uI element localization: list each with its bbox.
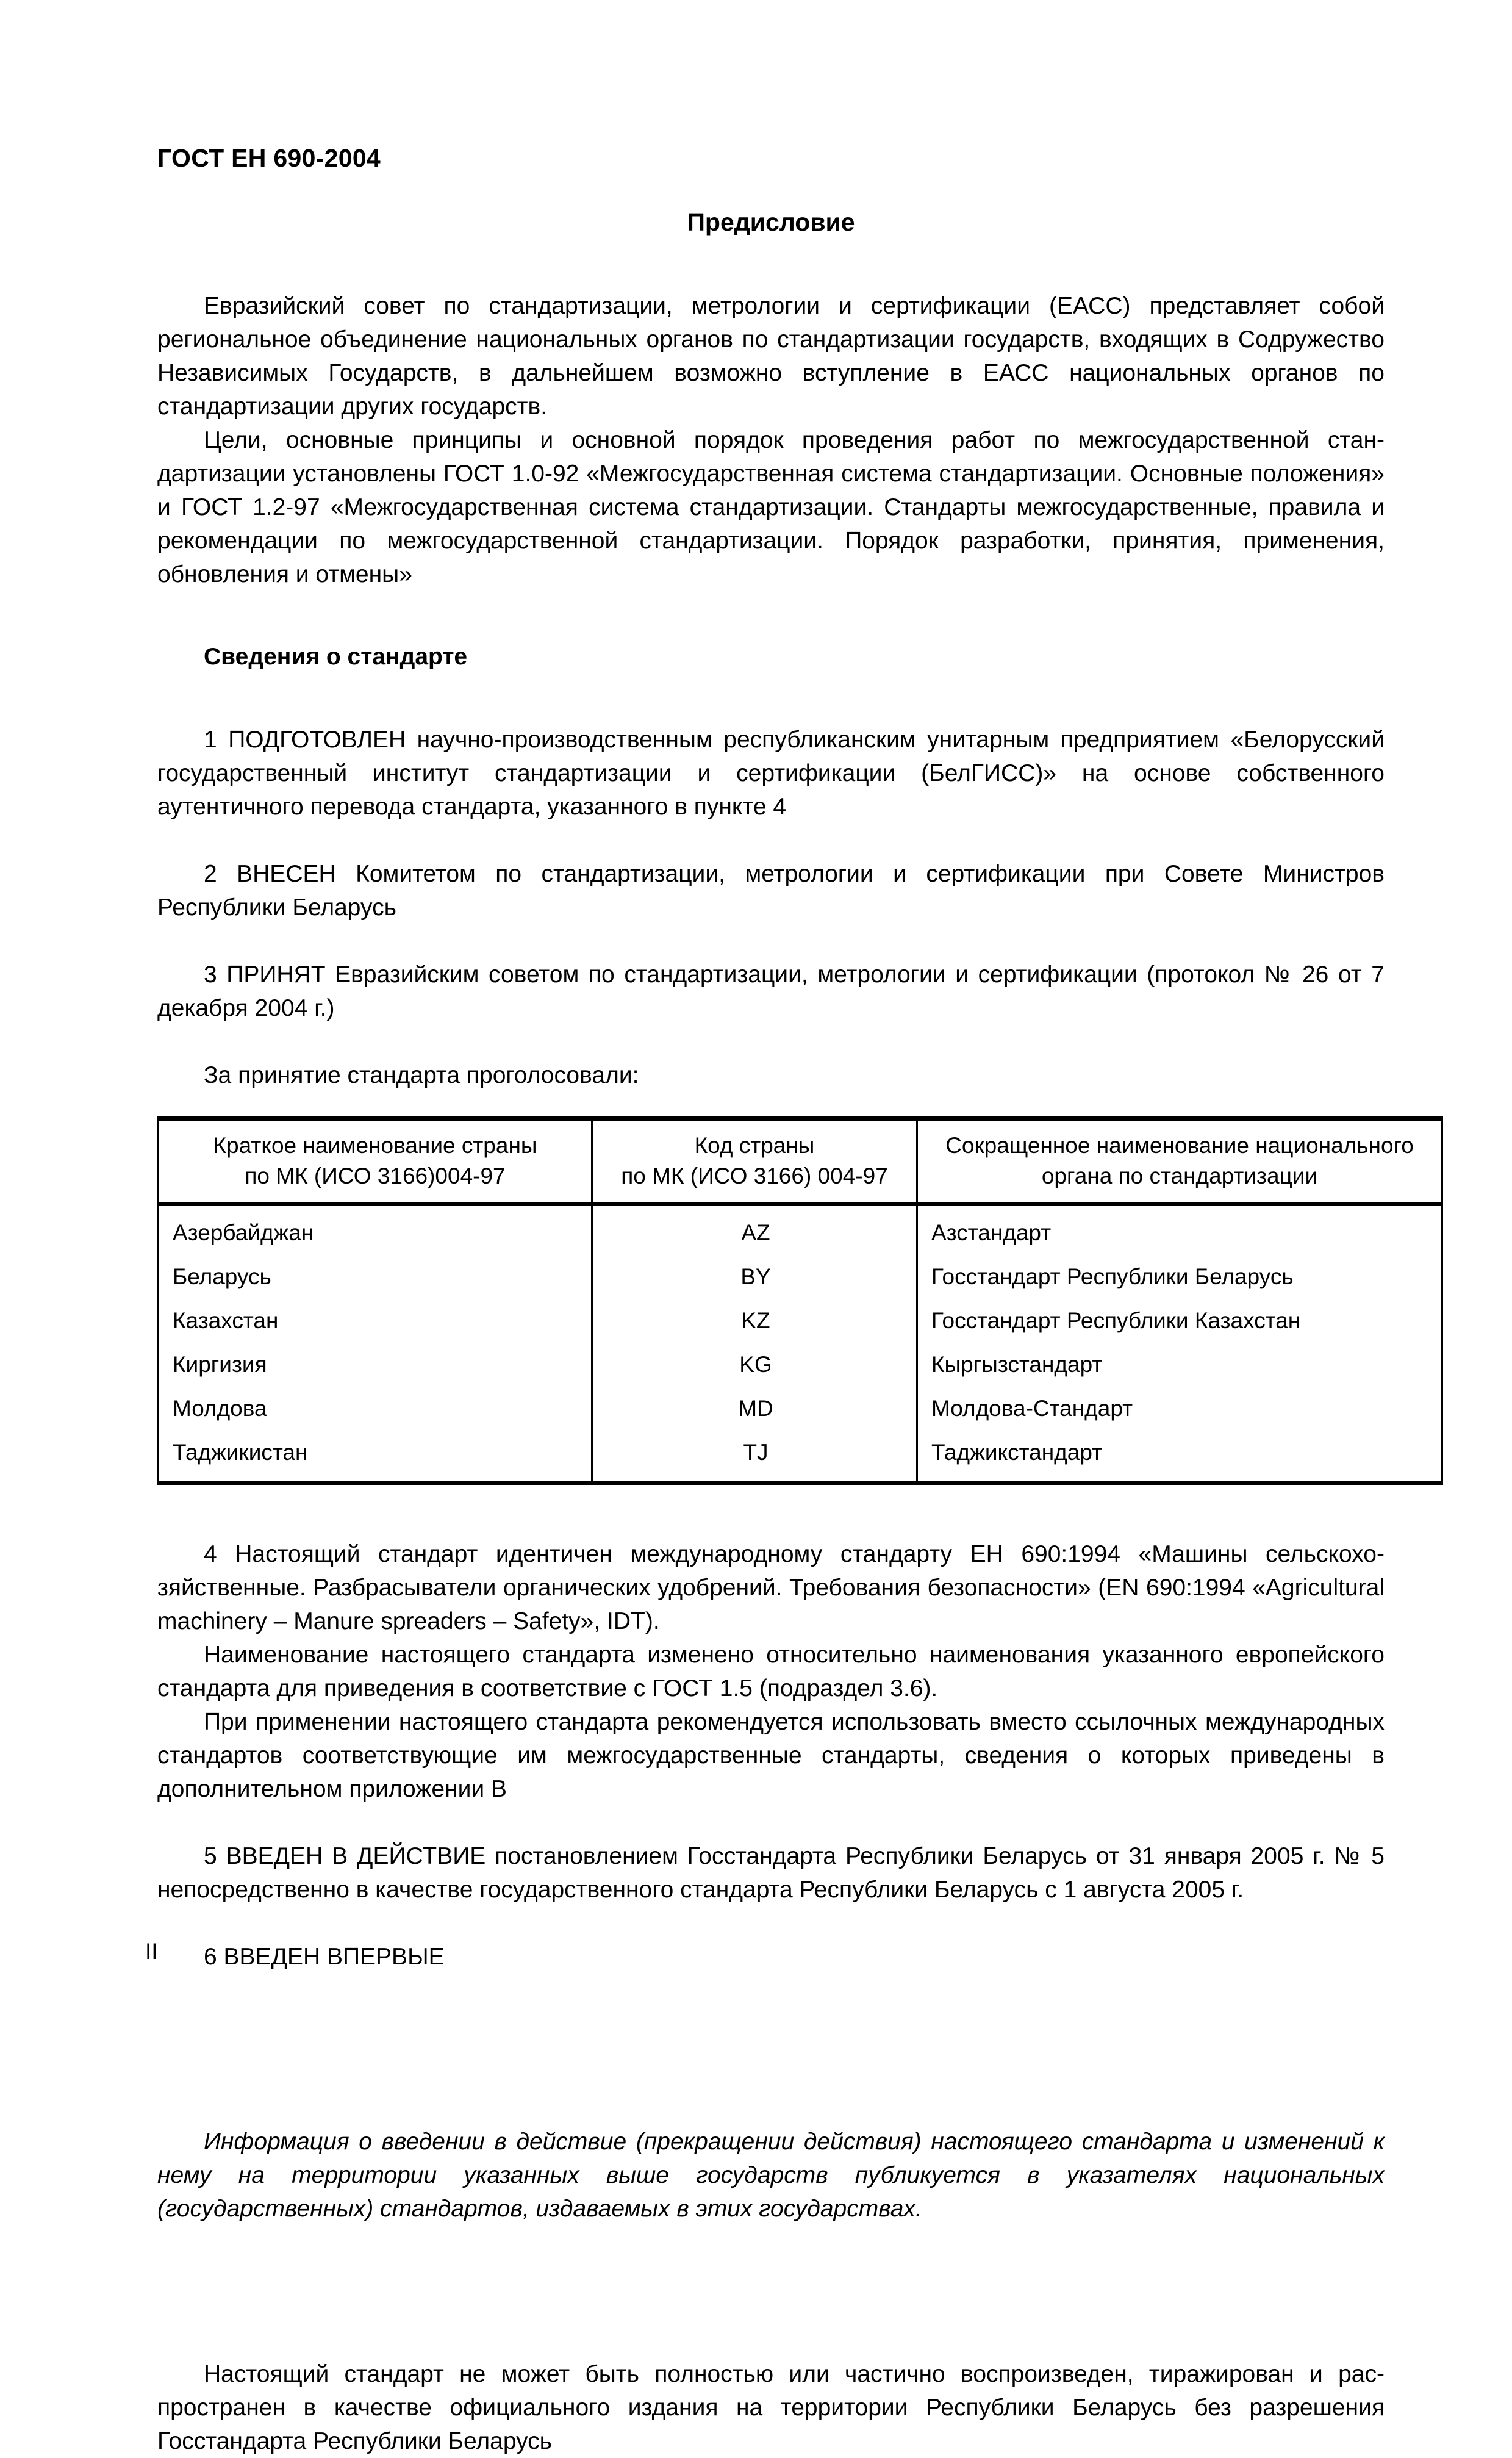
document-standard-number: ГОСТ ЕН 690-2004 [157, 144, 381, 172]
standard-info-item-6: 6 ВВЕДЕН ВПЕРВЫЕ [204, 1944, 445, 1970]
column-header-line-1: Сокращенное наименование национального [945, 1133, 1414, 1158]
table-row [159, 1431, 1442, 1483]
column-header-country-code [592, 1119, 917, 1205]
spacer [157, 591, 1385, 644]
column-header-line-2: по МК (ИСО 3166)004-97 [245, 1163, 506, 1188]
standard-info-heading: Сведения о стандарте [204, 644, 468, 670]
cell-country-code: KZ [592, 1299, 917, 1343]
cell-country-name: Таджикистан [159, 1431, 592, 1483]
column-header-line-1: Краткое наименование страны [213, 1133, 537, 1158]
spacer [157, 2305, 1385, 2357]
cell-country-name: Киргизия [159, 1343, 592, 1387]
cell-national-body: Госстандарт Республики Казахстан [917, 1299, 1442, 1343]
spacer [157, 2053, 1385, 2125]
table-header-row [159, 1119, 1442, 1205]
spacer [157, 237, 1385, 289]
cell-country-name: Азербайджан [159, 1204, 592, 1255]
standard-info-item-3: 3 ПРИНЯТ Евразийским советом по стандартизации, метрологии и сертификации (протокол № 26 от 7 декабря 2004 г.) [157, 961, 1385, 1021]
cell-country-code: AZ [592, 1204, 917, 1255]
foreword-title: Предисловие [687, 208, 855, 236]
page-content [157, 0, 1414, 2458]
column-header-line-2: органа по стандартизации [1041, 1163, 1318, 1188]
table-row [159, 1387, 1442, 1431]
cell-national-body: Госстандарт Республики Беларусь [917, 1255, 1442, 1299]
cell-country-name: Беларусь [159, 1255, 592, 1299]
vote-table-head [159, 1119, 1442, 1205]
column-header-national-body [917, 1119, 1442, 1205]
vote-table-body [159, 1204, 1442, 1483]
spacer [157, 670, 1385, 723]
copyright-notice: Настоящий стандарт не может быть полностью или частично воспроизведен, тиражирован и распространен в качестве официального издания на территории Республики Беларусь без разрешения Госстандарта Республики Беларусь [157, 2361, 1385, 2454]
standard-info-item-4-note-2: При применении настоящего стандарта рекомендуется использовать вместо ссылочных международных стандартов соответствующие им межгосударственные стандарты, сведения о которых приведены в дополнительном приложении В [157, 1709, 1385, 1802]
foreword-paragraph-1: Евразийский совет по стандартизации, метрологии и сертификации (ЕАСС) представляет собой региональное объединение национальных органов по стандартизации государств, входящих в Содружество Независимых Государств, в дальнейшем возможно вступление в ЕАСС национальных органов по стандартизации других государств. [157, 293, 1385, 420]
vote-table-container [157, 1116, 1414, 1485]
cell-country-name: Казахстан [159, 1299, 592, 1343]
cell-country-code: TJ [592, 1431, 917, 1483]
column-header-line-1: Код страны [694, 1133, 815, 1158]
standard-info-item-4: 4 Настоящий стандарт идентичен международному стандарту ЕН 690:1994 «Машины сельскохозяйственные. Разбрасыватели органических удобрений. Требования безопасности» (EN 690:1994 «Agricultural machinery – Manure spreaders – Safety», IDT). [157, 1541, 1385, 1634]
cell-national-body: Таджикстандарт [917, 1431, 1442, 1483]
cell-country-code: MD [592, 1387, 917, 1431]
table-row [159, 1299, 1442, 1343]
table-row [159, 1255, 1442, 1299]
cell-country-name: Молдова [159, 1387, 592, 1431]
spacer [157, 2226, 1385, 2305]
cell-national-body: Азстандарт [917, 1204, 1442, 1255]
standard-info-item-4-note-1: Наименование настоящего стандарта изменено относительно наименования указанного европейского стандарта для приведения в соответствие с ГОСТ 1.5 (подраздел 3.6). [157, 1642, 1385, 1702]
vote-intro: За принятие стандарта проголосовали: [204, 1062, 639, 1088]
standard-info-item-1: 1 ПОДГОТОВЛЕН научно-производственным республиканским унитарным предприятием «Белорусский государственный институт стандартизации и сертификации (БелГИСС)» на основе собственного аутентичного перевода стандарта, указанного в пункте 4 [157, 727, 1385, 820]
cell-country-code: KG [592, 1343, 917, 1387]
column-header-country-name [159, 1119, 592, 1205]
spacer [157, 1485, 1385, 1537]
table-row [159, 1204, 1442, 1255]
cell-country-code: BY [592, 1255, 917, 1299]
column-header-line-2: по МК (ИСО 3166) 004-97 [621, 1163, 888, 1188]
foreword-paragraph-2: Цели, основные принципы и основной порядок проведения работ по межгосударственной стандартизации установлены ГОСТ 1.0-92 «Межгосударственная система стандартизации. Основные положения» и ГОСТ 1.2-97 «Межгосударственная система стандартизации. Стандарты межгосударственные, правила и рекомендации по межгосударственной стандартизации. Порядок разработки, принятия, применения, обновления и отмены» [157, 427, 1385, 588]
cell-national-body: Молдова-Стандарт [917, 1387, 1442, 1431]
spacer [157, 1974, 1385, 2053]
table-row [159, 1343, 1442, 1387]
standard-info-item-5: 5 ВВЕДЕН В ДЕЙСТВИЕ постановлением Госстандарта Республики Беларусь от 31 января 2005 г. № 5 непосредственно в качестве государственного стандарта Республики Беларусь с 1 августа 2005 г. [157, 1843, 1385, 1903]
vote-table [157, 1116, 1443, 1485]
standard-info-item-2: 2 ВНЕСЕН Комитетом по стандартизации, метрологии и сертификации при Совете Министров Республики Беларусь [157, 861, 1385, 921]
cell-national-body: Кыргызстандарт [917, 1343, 1442, 1387]
page-number: II [145, 1939, 158, 1964]
publication-italic-notice: Информация о введении в действие (прекращении действия) настоящего стандарта и изменений к нему на территории указанных выше государств публикуется в указателях национальных (государственных) стандартов, издаваемых в этих государствах. [157, 2129, 1385, 2222]
